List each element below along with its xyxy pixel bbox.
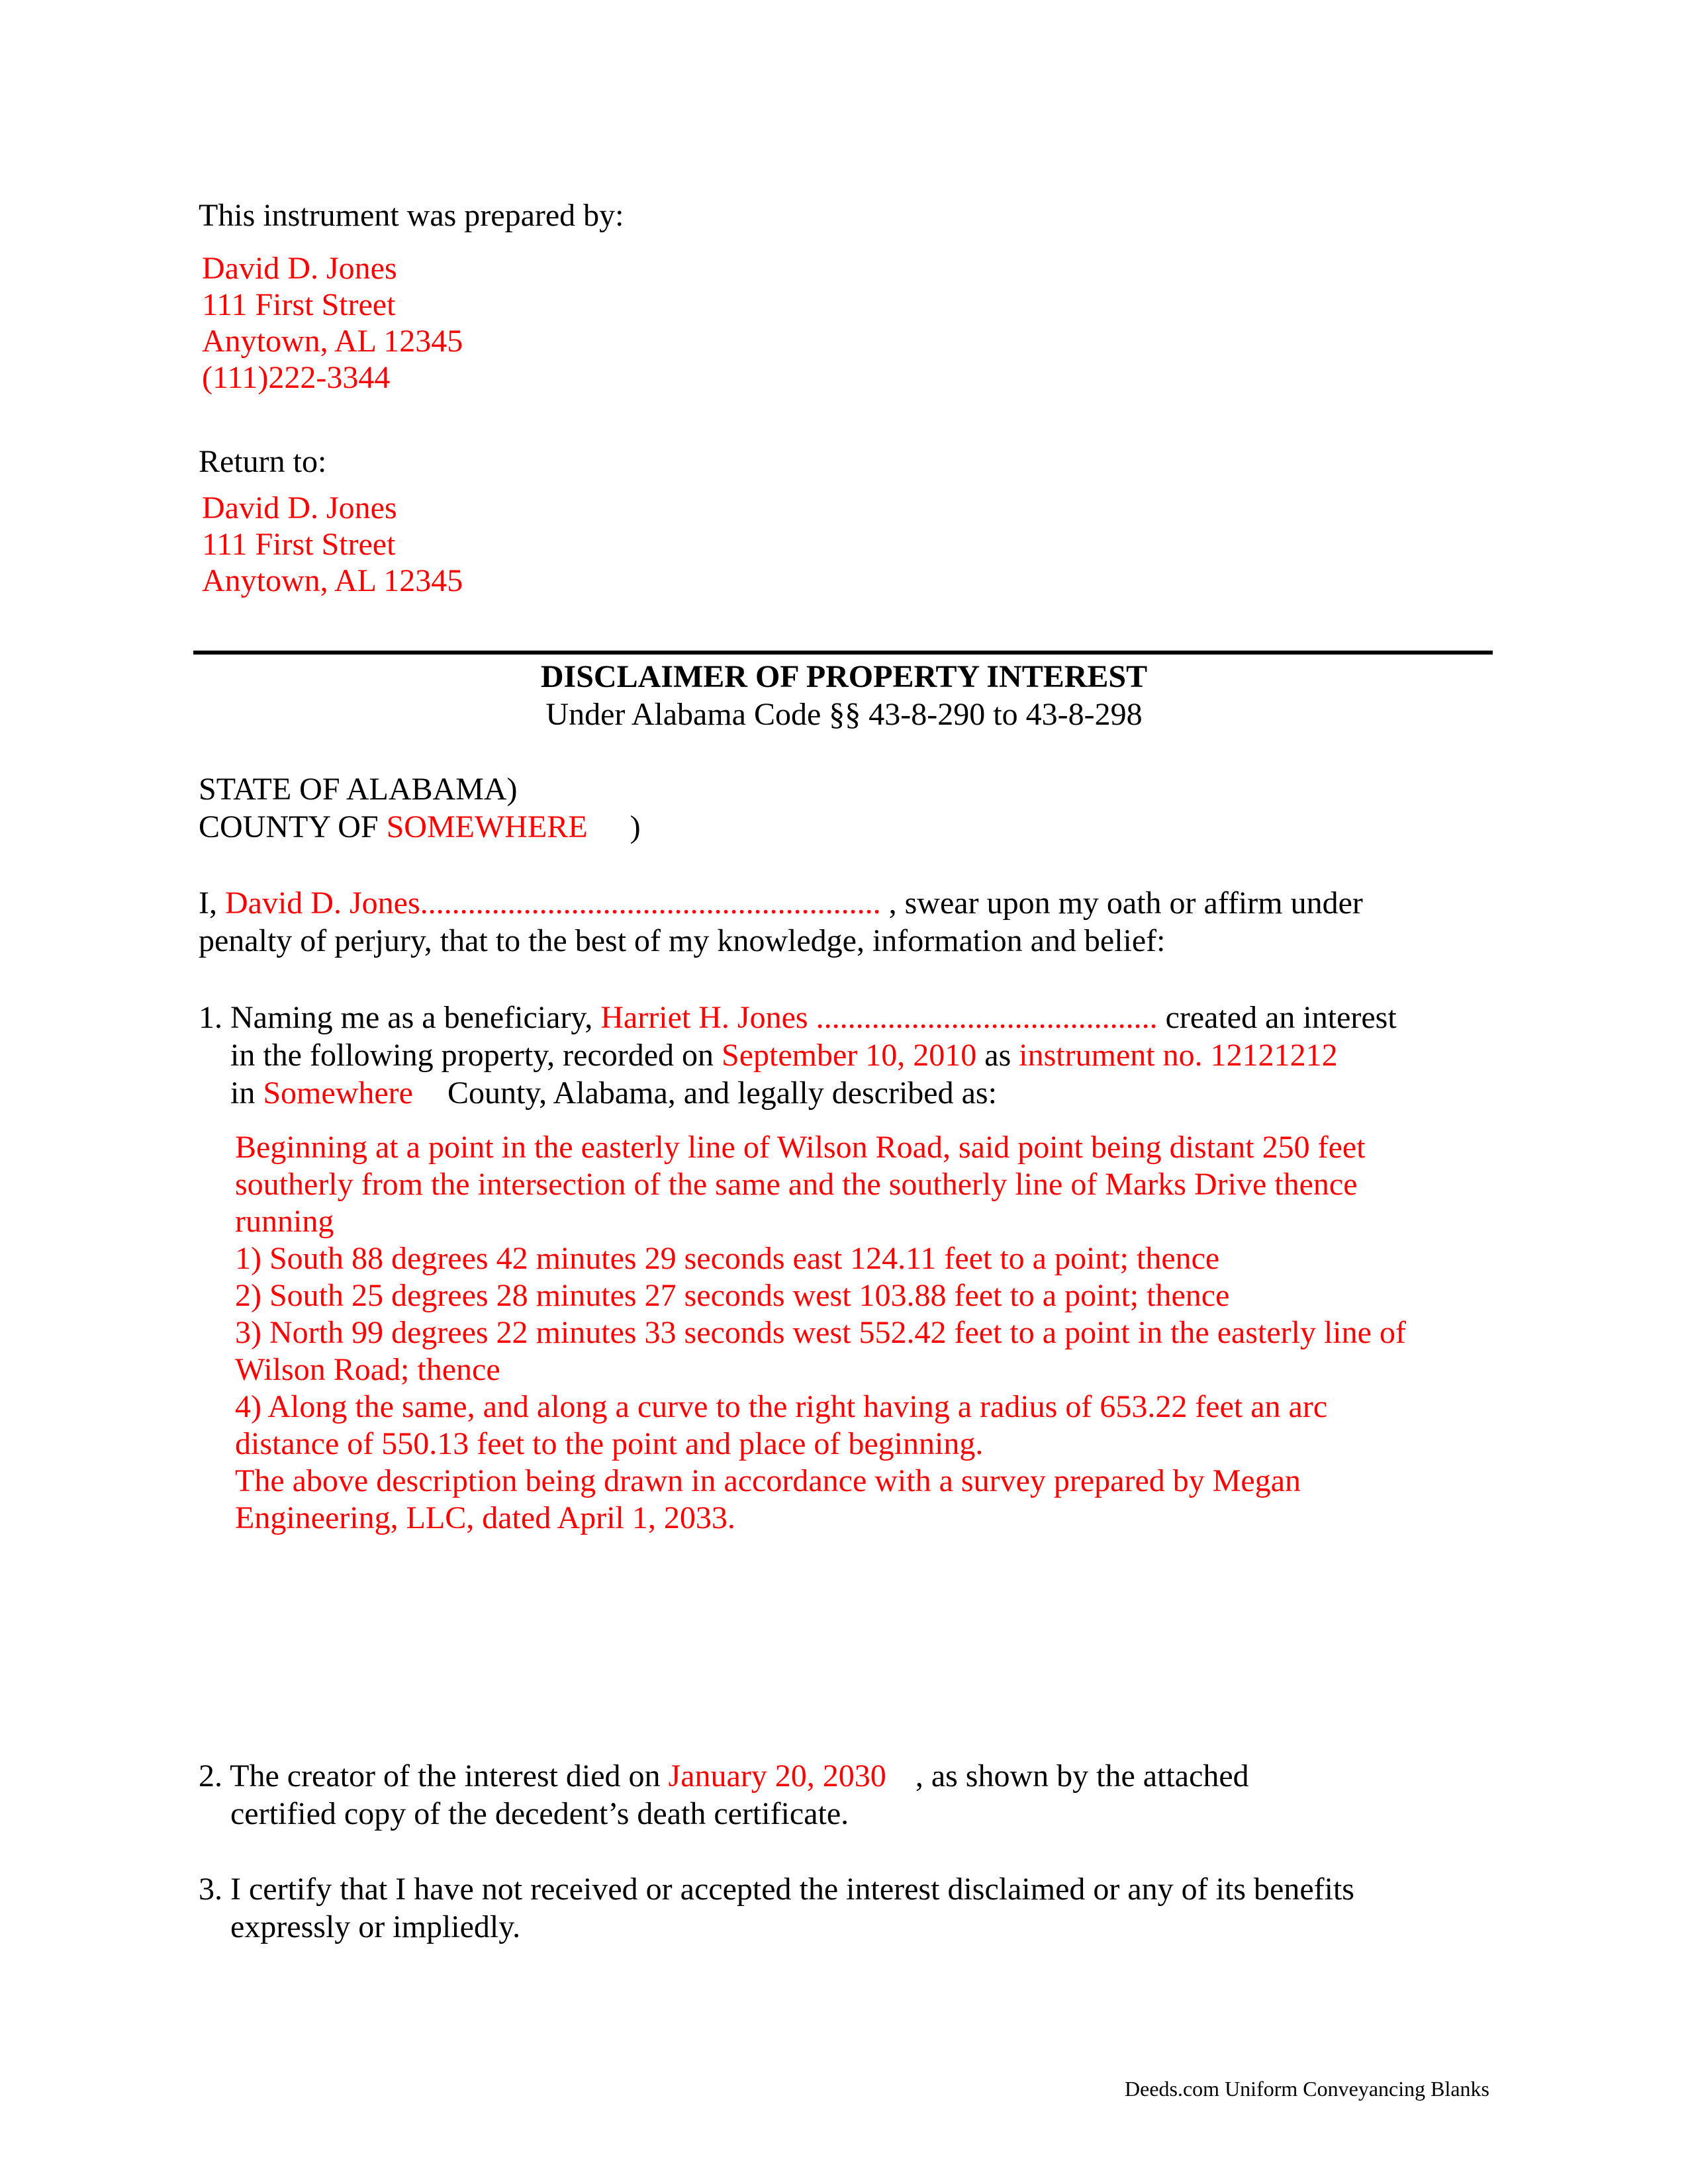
legal-line: Wilson Road; thence bbox=[235, 1352, 500, 1387]
prepared-by-label: This instrument was prepared by: bbox=[199, 198, 624, 233]
county-line bbox=[199, 809, 641, 846]
legal-description bbox=[235, 1129, 1406, 1537]
county-paren: ) bbox=[630, 809, 641, 844]
item3-line-2: expressly or impliedly. bbox=[230, 1909, 521, 1944]
item2-number: 2. bbox=[199, 1758, 222, 1794]
item1-in: in bbox=[230, 1075, 256, 1111]
item1-number: 1. bbox=[199, 1000, 222, 1035]
footer-credit: Deeds.com Uniform Conveyancing Blanks bbox=[1125, 2077, 1489, 2101]
item1-line-1 bbox=[199, 999, 1397, 1036]
legal-line: Engineering, LLC, dated April 1, 2033. bbox=[235, 1500, 735, 1535]
county-value: SOMEWHERE bbox=[386, 809, 588, 844]
legal-line: running bbox=[235, 1204, 334, 1239]
item1-prefix: Naming me as a beneficiary, bbox=[230, 1000, 593, 1035]
oath-dots: .......................................................... bbox=[420, 886, 881, 921]
item1-creator-dots: ........................................... bbox=[816, 1000, 1158, 1035]
return-street: 111 First Street bbox=[202, 527, 396, 562]
item2-line-2: certified copy of the decedent’s death certificate. bbox=[230, 1796, 849, 1831]
legal-line: 1) South 88 degrees 42 minutes 29 seconds east 124.11 feet to a point; thence bbox=[235, 1241, 1220, 1276]
item1-as: as bbox=[984, 1038, 1011, 1073]
item2-line-1 bbox=[199, 1758, 1249, 1795]
item3-line-1 bbox=[199, 1871, 1354, 1908]
preparer-street: 111 First Street bbox=[202, 287, 396, 322]
return-to-label: Return to: bbox=[199, 444, 327, 479]
oath-name: David D. Jones bbox=[224, 886, 420, 921]
item3-number: 3. bbox=[199, 1872, 222, 1907]
oath-suffix: , swear upon my oath or affirm under bbox=[888, 886, 1363, 921]
return-name: David D. Jones bbox=[202, 490, 397, 525]
item1-line-3 bbox=[230, 1075, 997, 1112]
item1-recorded-prefix: in the following property, recorded on bbox=[230, 1038, 714, 1073]
item1-creator: Harriet H. Jones bbox=[600, 1000, 808, 1035]
item1-recorded-date: September 10, 2010 bbox=[722, 1038, 977, 1073]
legal-line: 3) North 99 degrees 22 minutes 33 seconds west 552.42 feet to a point in the easterly line of bbox=[235, 1315, 1406, 1350]
legal-line: The above description being drawn in accordance with a survey prepared by Megan bbox=[235, 1463, 1301, 1498]
document-title: DISCLAIMER OF PROPERTY INTEREST bbox=[540, 659, 1148, 694]
item3-text: I certify that I have not received or accepted the interest disclaimed or any of its benefits bbox=[230, 1872, 1354, 1907]
document-subtitle: Under Alabama Code §§ 43-8-290 to 43-8-298 bbox=[545, 697, 1143, 732]
item1-suffix: created an interest bbox=[1165, 1000, 1397, 1035]
legal-line: 4) Along the same, and along a curve to the right having a radius of 653.22 feet an arc bbox=[235, 1389, 1328, 1424]
legal-line: Beginning at a point in the easterly line of Wilson Road, said point being distant 250 feet bbox=[235, 1130, 1366, 1165]
item2-suffix: , as shown by the attached bbox=[915, 1758, 1249, 1794]
item1-line-2 bbox=[230, 1037, 1338, 1074]
legal-line: 2) South 25 degrees 28 minutes 27 seconds west 103.88 feet to a point; thence bbox=[235, 1278, 1230, 1313]
preparer-phone: (111)222-3344 bbox=[202, 360, 391, 395]
item2-prefix: The creator of the interest died on bbox=[230, 1758, 661, 1794]
item1-county: Somewhere bbox=[263, 1075, 413, 1111]
oath-line-1 bbox=[199, 885, 1363, 922]
horizontal-rule bbox=[193, 651, 1493, 655]
item1-county-suffix: County, Alabama, and legally described as: bbox=[447, 1075, 997, 1111]
state-line: STATE OF ALABAMA) bbox=[199, 772, 518, 807]
legal-line: distance of 550.13 feet to the point and place of beginning. bbox=[235, 1426, 984, 1461]
preparer-name: David D. Jones bbox=[202, 251, 397, 286]
oath-line-2: penalty of perjury, that to the best of my knowledge, information and belief: bbox=[199, 923, 1166, 958]
preparer-city: Anytown, AL 12345 bbox=[202, 324, 463, 359]
item2-death-date: January 20, 2030 bbox=[668, 1758, 886, 1794]
legal-line: southerly from the intersection of the same and the southerly line of Marks Drive thence bbox=[235, 1167, 1358, 1202]
item1-instrument: instrument no. 12121212 bbox=[1019, 1038, 1338, 1073]
return-city: Anytown, AL 12345 bbox=[202, 563, 463, 598]
oath-prefix: I, bbox=[199, 886, 217, 921]
county-prefix: COUNTY OF bbox=[199, 809, 379, 844]
